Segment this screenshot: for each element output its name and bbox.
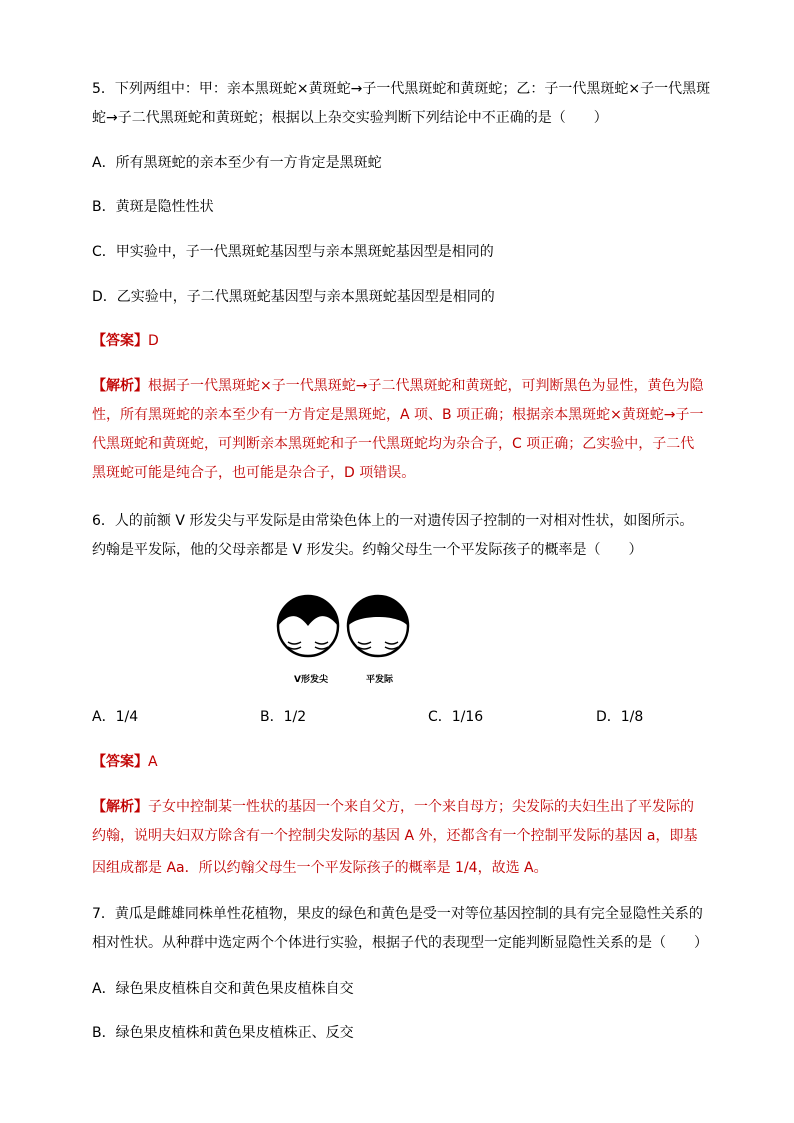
- q5-option-b: B．黄斑是隐性性状: [92, 199, 214, 215]
- hairline-figure: [268, 584, 418, 684]
- q6-option-d: D．1/8: [596, 709, 644, 725]
- analysis-tag: 【解析】: [92, 799, 148, 815]
- q5-answer: [92, 331, 159, 351]
- answer-value: A: [148, 754, 158, 770]
- straight-hairline-caption: 平发际: [366, 675, 394, 685]
- q5-stem-line-2: 蛇→子二代黑斑蛇和黄斑蛇；根据以上杂交实验判断下列结论中不正确的是（ ）: [92, 110, 608, 126]
- q5-option-c: C．甲实验中，子一代黑斑蛇基因型与亲本黑斑蛇基因型是相同的: [92, 244, 494, 260]
- answer-tag: 【答案】: [92, 754, 148, 770]
- q6-stem-line-2: 约翰是平发际，他的父母亲都是 V 形发尖。约翰父母生一个平发际孩子的概率是（ ）: [92, 542, 643, 558]
- q5-analysis-line-4: 黑斑蛇可能是纯合子，也可能是杂合子，D 项错误。: [92, 465, 416, 481]
- q6-stem-line-1: 6．人的前额 V 形发尖与平发际是由常染色体上的一对遗传因子控制的一对相对性状，如图所示。: [92, 513, 694, 529]
- q5-analysis-line-1: [92, 376, 703, 396]
- q5-option-a: A．所有黑斑蛇的亲本至少有一方肯定是黑斑蛇: [92, 155, 382, 171]
- q6-option-c: C．1/16: [428, 709, 484, 725]
- q7-stem-line-2: 相对性状。从种群中选定两个个体进行实验，根据子代的表现型一定能判断显隐性关系的是（ ）: [92, 935, 708, 951]
- answer-value: D: [148, 333, 159, 349]
- q7-option-b: B．绿色果皮植株和黄色果皮植株正、反交: [92, 1025, 354, 1041]
- q7-stem-line-1: 7．黄瓜是雌雄同株单性花植物，果皮的绿色和黄色是受一对等位基因控制的具有完全显隐性关系的: [92, 906, 703, 922]
- q5-analysis-line-2: 性，所有黑斑蛇的亲本至少有一方肯定是黑斑蛇，A 项、B 项正确；根据亲本黑斑蛇×黄斑蛇→子一: [92, 407, 704, 423]
- analysis-text: 根据子一代黑斑蛇×子一代黑斑蛇→子二代黑斑蛇和黄斑蛇，可判断黑色为显性，黄色为隐: [148, 378, 704, 394]
- q6-analysis-line-3: 因组成都是 Aa．所以约翰父母生一个平发际孩子的概率是 1/4，故选 A。: [92, 860, 548, 876]
- q5-option-d: D．乙实验中，子二代黑斑蛇基因型与亲本黑斑蛇基因型是相同的: [92, 289, 495, 305]
- q5-analysis-line-3: 代黑斑蛇和黄斑蛇，可判断亲本黑斑蛇和子一代黑斑蛇均为杂合子，C 项正确；乙实验中，子二代: [92, 436, 695, 452]
- hairline-heads-illustration: [268, 584, 418, 672]
- straight-hairline-head: [348, 596, 408, 656]
- analysis-text: 子女中控制某一性状的基因一个来自父方，一个来自母方；尖发际的夫妇生出了平发际的: [148, 799, 694, 815]
- q6-option-a: A．1/4: [92, 709, 139, 725]
- q6-option-b: B．1/2: [260, 709, 307, 725]
- q5-stem-line-1: 5．下列两组中：甲：亲本黑斑蛇×黄斑蛇→子一代黑斑蛇和黄斑蛇；乙：子一代黑斑蛇×子一代黑斑: [92, 81, 711, 97]
- q7-option-a: A．绿色果皮植株自交和黄色果皮植株自交: [92, 981, 354, 997]
- v-hairline-head: [278, 596, 338, 656]
- q6-analysis-line-2: 约翰，说明夫妇双方除含有一个控制尖发际的基因 A 外，还都含有一个控制平发际的基因 a，即基: [92, 828, 698, 844]
- v-hairline-caption: V形发尖: [294, 675, 328, 685]
- q6-analysis-line-1: [92, 797, 694, 817]
- answer-tag: 【答案】: [92, 333, 148, 349]
- analysis-tag: 【解析】: [92, 378, 148, 394]
- q6-answer: [92, 752, 158, 772]
